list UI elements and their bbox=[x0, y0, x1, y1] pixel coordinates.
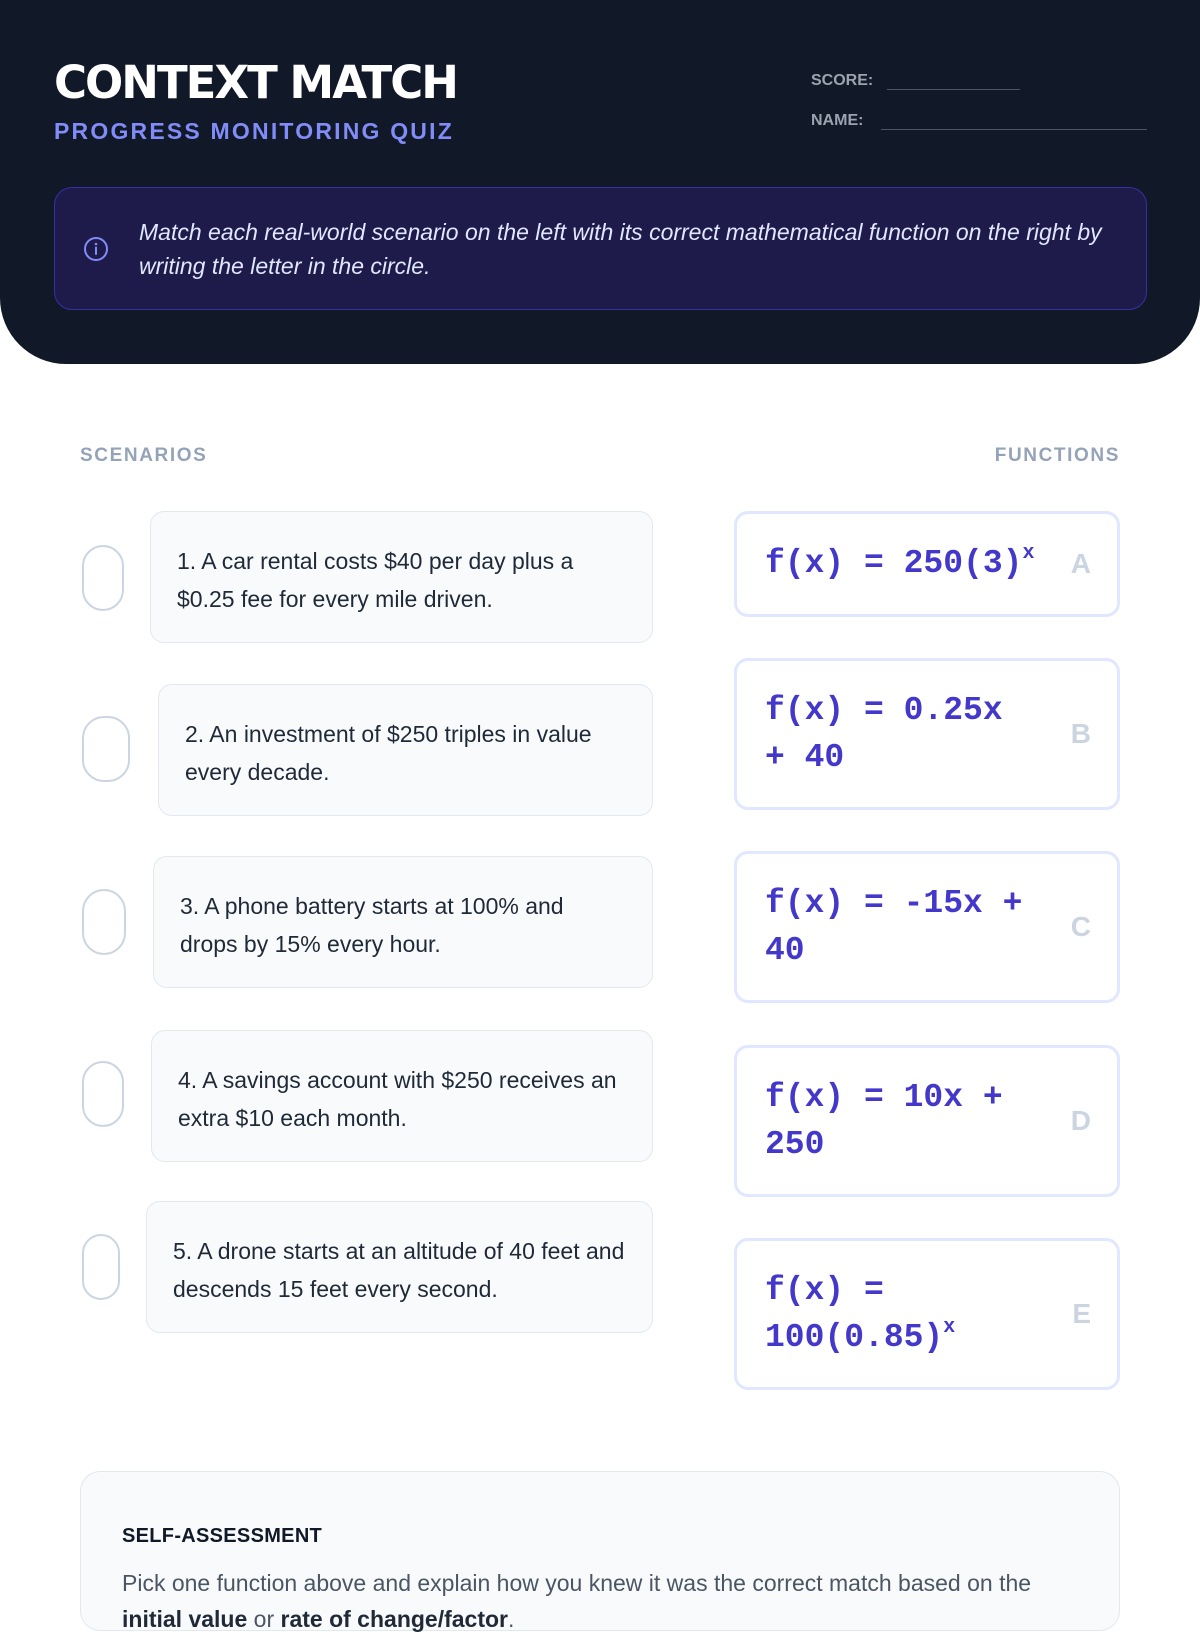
scenario-card-5 bbox=[146, 1201, 653, 1333]
instruction-box bbox=[54, 187, 1147, 310]
function-card-d bbox=[734, 1045, 1120, 1197]
scenario-text-5: 5. A drone starts at an altitude of 40 feet and descends 15 feet every second. bbox=[173, 1238, 625, 1302]
name-label: NAME: bbox=[811, 112, 864, 129]
score-line[interactable] bbox=[887, 89, 1020, 90]
self-assessment-title: SELF-ASSESSMENT bbox=[122, 1525, 323, 1547]
answer-circle-5[interactable] bbox=[82, 1234, 120, 1300]
function-letter-b: B bbox=[1070, 718, 1091, 749]
scenario-text-3: 3. A phone battery starts at 100% and drops by 15% every hour. bbox=[180, 893, 564, 957]
function-letter-c: C bbox=[1070, 911, 1091, 942]
page-title: CONTEXT MATCH bbox=[54, 56, 457, 109]
function-expression-e: $f(x) = 100(0.85)^x$ bbox=[765, 1272, 956, 1356]
functions-header: FUNCTIONS bbox=[994, 445, 1120, 466]
answer-circle-4[interactable] bbox=[82, 1061, 124, 1127]
scenario-card-4 bbox=[151, 1030, 653, 1162]
scenario-text-1: 1. A car rental costs $40 per day plus a $0.25 fee for every mile driven. bbox=[177, 548, 574, 612]
function-expression-b: f(x) = 0.25x + 40 bbox=[765, 692, 1003, 776]
function-card-e bbox=[734, 1238, 1120, 1390]
info-icon bbox=[83, 236, 109, 262]
function-card-b bbox=[734, 658, 1120, 810]
answer-circle-2[interactable] bbox=[82, 716, 130, 782]
self-assessment-text: Pick one function above and explain how you knew it was the correct match based on the initial value or rate of change/factor. bbox=[122, 1570, 1032, 1632]
score-label: SCORE: bbox=[811, 72, 874, 89]
scenario-card-2 bbox=[158, 684, 653, 816]
function-letter-d: D bbox=[1070, 1105, 1091, 1136]
function-letter-a: A bbox=[1070, 548, 1091, 579]
instruction-text: Match each real-world scenario on the left with its correct mathematical function on the right by writing the letter in the circle. bbox=[139, 219, 1102, 279]
scenario-text-4: 4. A savings account with $250 receives an extra $10 each month. bbox=[178, 1067, 617, 1131]
function-letter-e: E bbox=[1072, 1298, 1091, 1329]
scenario-text-2: 2. An investment of $250 triples in value every decade. bbox=[185, 721, 592, 785]
function-card-a bbox=[734, 511, 1120, 617]
function-expression-d: f(x) = 10x + 250 bbox=[765, 1079, 1003, 1163]
function-expression-a: $f(x) = 250(3)^x$ bbox=[765, 542, 1035, 582]
scenario-card-1 bbox=[150, 511, 653, 643]
header bbox=[0, 0, 1200, 364]
scenario-card-3 bbox=[153, 856, 653, 988]
name-line[interactable] bbox=[881, 129, 1147, 130]
scenarios-header: SCENARIOS bbox=[80, 445, 208, 466]
page-subtitle: PROGRESS MONITORING QUIZ bbox=[54, 118, 454, 144]
function-expression-c: f(x) = -15x + 40 bbox=[765, 885, 1023, 969]
self-assessment-card bbox=[80, 1471, 1120, 1631]
answer-circle-1[interactable] bbox=[82, 545, 124, 611]
answer-circle-3[interactable] bbox=[82, 889, 126, 955]
function-card-c bbox=[734, 851, 1120, 1003]
